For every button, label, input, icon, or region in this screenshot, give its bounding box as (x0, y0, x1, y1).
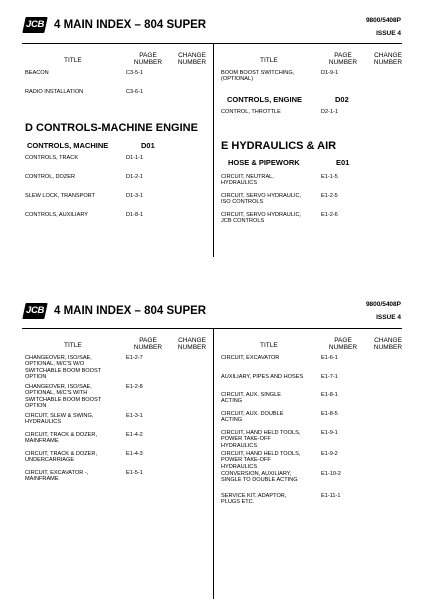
list-item-page: C3-5-1 (126, 70, 144, 76)
list-item-page: E1-6-1 (321, 355, 338, 361)
list-item-title: CHANGEOVER, ISO/SAE, OPTIONAL, M/C'S W/O SWITCHABLE BOOM BOOST OPTION (25, 355, 102, 381)
list-item-title: CONVERSION, AUXILIARY, SINGLE TO DOUBLE ACTING (221, 471, 298, 484)
page-title: 4 MAIN INDEX – 804 SUPER (54, 305, 207, 317)
list-item-title: SLEW LOCK, TRANSPORT (25, 193, 96, 199)
list-item-title: SERVICE KIT, ADAPTOR, PLUGS ETC. (221, 493, 287, 506)
subsection-code-d02: D02 (335, 95, 349, 104)
header-page-number-right: PAGE NUMBER (328, 337, 358, 351)
list-item-page: D1-2-1 (126, 174, 144, 180)
list-item-page: E1-8-1 (321, 392, 338, 398)
document-number: 9800/5408P (365, 301, 401, 308)
list-item-page: E1-9-2 (321, 451, 338, 457)
list-item-page: D1-3-1 (126, 193, 144, 199)
section-heading-d: D CONTROLS-MACHINE ENGINE (25, 122, 198, 134)
list-item-page: E1-2-7 (126, 355, 143, 361)
list-item-title: CIRCUIT, AUX. DOUBLE ACTING (221, 411, 284, 424)
subsection-hose-pipework: HOSE & PIPEWORK (228, 158, 300, 167)
list-item-page: E1-1-5 (321, 174, 338, 180)
header-page-number-left: PAGE NUMBER (133, 52, 163, 66)
header-title-left: TITLE (64, 342, 82, 349)
list-item-title: CIRCUIT, NEUTRAL, HYDRAULICS (221, 174, 274, 187)
header-title-left: TITLE (64, 57, 82, 64)
list-item-page: E1-7-1 (321, 374, 338, 380)
list-item-page: E1-5-1 (126, 470, 143, 476)
header-change-number-right: CHANGE NUMBER (373, 52, 403, 66)
list-item-title: CONTROL, THROTTLE (221, 109, 281, 115)
issue-number: ISSUE 4 (376, 30, 401, 37)
subsection-code-e01: E01 (336, 158, 350, 167)
document-number: 9800/5408P (365, 17, 401, 24)
list-item-page: E1-2-5 (321, 193, 338, 199)
list-item-title: CIRCUIT, SERVO HYDRAULIC, ISO CONTROLS (221, 193, 302, 206)
list-item-page: E1-2-8 (126, 384, 143, 390)
list-item-title: RADIO INSTALLATION (25, 89, 84, 95)
header-change-number-right: CHANGE NUMBER (373, 337, 403, 351)
subsection-controls-engine: CONTROLS, ENGINE (227, 95, 303, 104)
list-item-title: CIRCUIT, SLEW & SWING, HYDRAULICS (25, 413, 94, 426)
issue-number: ISSUE 4 (376, 314, 401, 321)
jcb-logo: JCB (22, 17, 47, 33)
page-title: 4 MAIN INDEX – 804 SUPER (54, 19, 207, 31)
subsection-controls-machine: CONTROLS, MACHINE (27, 141, 109, 150)
list-item-title: CIRCUIT, HAND HELD TOOLS, POWER TAKE-OFF HYDRAULICS (221, 451, 301, 470)
header-change-number-left: CHANGE NUMBER (177, 337, 207, 351)
header-change-number-left: CHANGE NUMBER (177, 52, 207, 66)
column-divider (213, 44, 214, 257)
list-item-title: CIRCUIT, AUX. SINGLE ACTING (221, 392, 281, 405)
list-item-page: E1-4-3 (126, 451, 143, 457)
list-item-page: E1-11-1 (321, 493, 341, 499)
index-table-top-rule (22, 328, 402, 329)
section-heading-e: E HYDRAULICS & AIR (221, 140, 337, 152)
list-item-title: CHANGEOVER, ISO/SAE, OPTIONAL, M/C'S WITH SWITCHABLE BOOM BOOST OPTION (25, 384, 102, 410)
header-page-number-right: PAGE NUMBER (328, 52, 358, 66)
list-item-page: D1-8-1 (126, 212, 144, 218)
list-item-title: CIRCUIT, TRACK & DOZER, MAINFRAME (25, 432, 97, 445)
list-item-page: E1-8-5 (321, 411, 338, 417)
list-item-title: CIRCUIT, EXCAVATOR (221, 355, 280, 361)
column-divider (213, 329, 214, 599)
list-item-title: CIRCUIT, EXCAVATOR -, MAINFRAME (25, 470, 89, 483)
list-item-title: BEACON (25, 70, 49, 76)
list-item-title: CIRCUIT, HAND HELD TOOLS, POWER TAKE-OFF HYDRAULICS (221, 430, 301, 449)
header-title-right: TITLE (260, 342, 278, 349)
list-item-title: CONTROL, DOZER (25, 174, 76, 180)
list-item-page: E1-4-2 (126, 432, 143, 438)
list-item-page: E1-2-6 (321, 212, 338, 218)
jcb-logo: JCB (22, 303, 47, 319)
list-item-page: D1-1-1 (126, 155, 144, 161)
list-item-title: CIRCUIT, TRACK & DOZER, UNDERCARRIAGE (25, 451, 97, 464)
list-item-page: E1-3-1 (126, 413, 143, 419)
list-item-page: C3-6-1 (126, 89, 144, 95)
index-table-top-rule (22, 43, 402, 44)
list-item-page: E1-10-2 (321, 471, 341, 477)
list-item-title: CIRCUIT, SERVO HYDRAULIC, JCB CONTROLS (221, 212, 302, 225)
subsection-code-d01: D01 (141, 141, 155, 150)
list-item-page: D1-9-1 (321, 70, 339, 76)
list-item-title: AUXILIARY, PIPES AND HOSES (221, 374, 304, 380)
list-item-title: CONTROLS, TRACK (25, 155, 79, 161)
list-item-title: BOOM BOOST SWITCHING, (OPTIONAL) (221, 70, 295, 83)
list-item-page: E1-9-1 (321, 430, 338, 436)
header-title-right: TITLE (260, 57, 278, 64)
list-item-page: D2-1-1 (321, 109, 339, 115)
list-item-title: CONTROLS, AUXILIARY (25, 212, 89, 218)
header-page-number-left: PAGE NUMBER (133, 337, 163, 351)
